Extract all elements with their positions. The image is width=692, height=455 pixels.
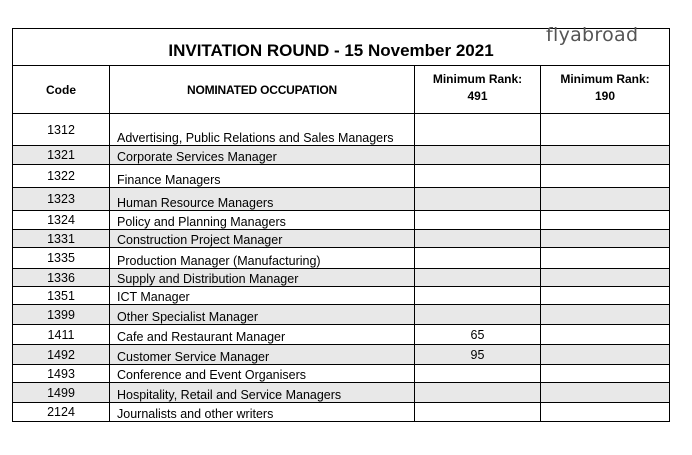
table-row	[13, 188, 670, 211]
rank-190-cell	[541, 165, 670, 188]
rank-491-value: 491	[467, 89, 488, 103]
occupation-name: Finance Managers	[110, 165, 415, 188]
rank-190-cell	[541, 211, 670, 230]
rank-190-cell	[541, 146, 670, 165]
table-row	[13, 287, 670, 305]
rank-190-label: Minimum Rank:	[560, 72, 650, 86]
occupation-code: 1322	[13, 165, 110, 188]
rank-491-cell	[415, 403, 541, 422]
table-row	[13, 165, 670, 188]
occupation-name: Production Manager (Manufacturing)	[110, 248, 415, 269]
table-row	[13, 114, 670, 146]
table-row	[13, 383, 670, 403]
code-column-header: Code	[13, 66, 110, 114]
invitation-table	[12, 28, 670, 422]
occupation-name: Policy and Planning Managers	[110, 211, 415, 230]
occupation-code: 1411	[13, 325, 110, 345]
rank-190-value: 190	[595, 89, 616, 103]
rank-190-cell	[541, 365, 670, 383]
occupation-code: 1351	[13, 287, 110, 305]
occupation-code: 1492	[13, 345, 110, 365]
rank-491-cell	[415, 188, 541, 211]
rank-190-cell	[541, 188, 670, 211]
rank-491-cell	[415, 146, 541, 165]
rank-190-cell	[541, 383, 670, 403]
occupation-name: Human Resource Managers	[110, 188, 415, 211]
occupation-code: 1321	[13, 146, 110, 165]
occupation-code: 1336	[13, 269, 110, 287]
occupation-name: Cafe and Restaurant Manager	[110, 325, 415, 345]
rank-491-label: Minimum Rank:	[432, 72, 523, 86]
occupation-code: 1331	[13, 230, 110, 248]
table-row	[13, 230, 670, 248]
rank-491-cell	[415, 211, 541, 230]
occupation-rows	[13, 114, 670, 422]
table-row	[13, 248, 670, 269]
rank-491-column-header	[415, 66, 541, 114]
rank-491-cell	[415, 287, 541, 305]
watermark-text: flyabroad	[546, 24, 639, 46]
rank-491-cell	[415, 383, 541, 403]
table-row	[13, 365, 670, 383]
rank-491-cell: 65	[415, 325, 541, 345]
table-row	[13, 269, 670, 287]
occupation-code: 1493	[13, 365, 110, 383]
rank-491-cell	[415, 269, 541, 287]
occupation-code: 1323	[13, 188, 110, 211]
rank-190-cell	[541, 269, 670, 287]
rank-491-cell	[415, 230, 541, 248]
table-title: INVITATION ROUND - 15 November 2021	[168, 41, 494, 60]
occupation-column-header: NOMINATED OCCUPATION	[110, 66, 415, 114]
rank-491-cell: 95	[415, 345, 541, 365]
rank-190-cell	[541, 403, 670, 422]
occupation-code: 1324	[13, 211, 110, 230]
occupation-code: 1335	[13, 248, 110, 269]
rank-190-cell	[541, 325, 670, 345]
occupation-name: Journalists and other writers	[110, 403, 415, 422]
occupation-name: Corporate Services Manager	[110, 146, 415, 165]
table-row	[13, 403, 670, 422]
occupation-name: Conference and Event Organisers	[110, 365, 415, 383]
occupation-name: ICT Manager	[110, 287, 415, 305]
rank-190-cell	[541, 230, 670, 248]
occupation-code: 1399	[13, 305, 110, 325]
table-row	[13, 211, 670, 230]
rank-190-cell	[541, 287, 670, 305]
rank-190-cell	[541, 248, 670, 269]
rank-491-cell	[415, 248, 541, 269]
occupation-name: Construction Project Manager	[110, 230, 415, 248]
occupation-name: Hospitality, Retail and Service Managers	[110, 383, 415, 403]
occupation-name: Supply and Distribution Manager	[110, 269, 415, 287]
rank-190-cell	[541, 305, 670, 325]
occupation-name: Customer Service Manager	[110, 345, 415, 365]
table-row	[13, 305, 670, 325]
occupation-code: 1499	[13, 383, 110, 403]
rank-491-cell	[415, 165, 541, 188]
occupation-name: Advertising, Public Relations and Sales Managers	[110, 114, 415, 146]
rank-491-cell	[415, 305, 541, 325]
occupation-name: Other Specialist Manager	[110, 305, 415, 325]
occupation-code: 2124	[13, 403, 110, 422]
rank-190-column-header	[541, 66, 670, 114]
table-row	[13, 325, 670, 345]
occupation-code: 1312	[13, 114, 110, 146]
table-row	[13, 345, 670, 365]
rank-491-cell	[415, 114, 541, 146]
rank-190-cell	[541, 345, 670, 365]
rank-491-cell	[415, 365, 541, 383]
table-row	[13, 146, 670, 165]
rank-190-cell	[541, 114, 670, 146]
